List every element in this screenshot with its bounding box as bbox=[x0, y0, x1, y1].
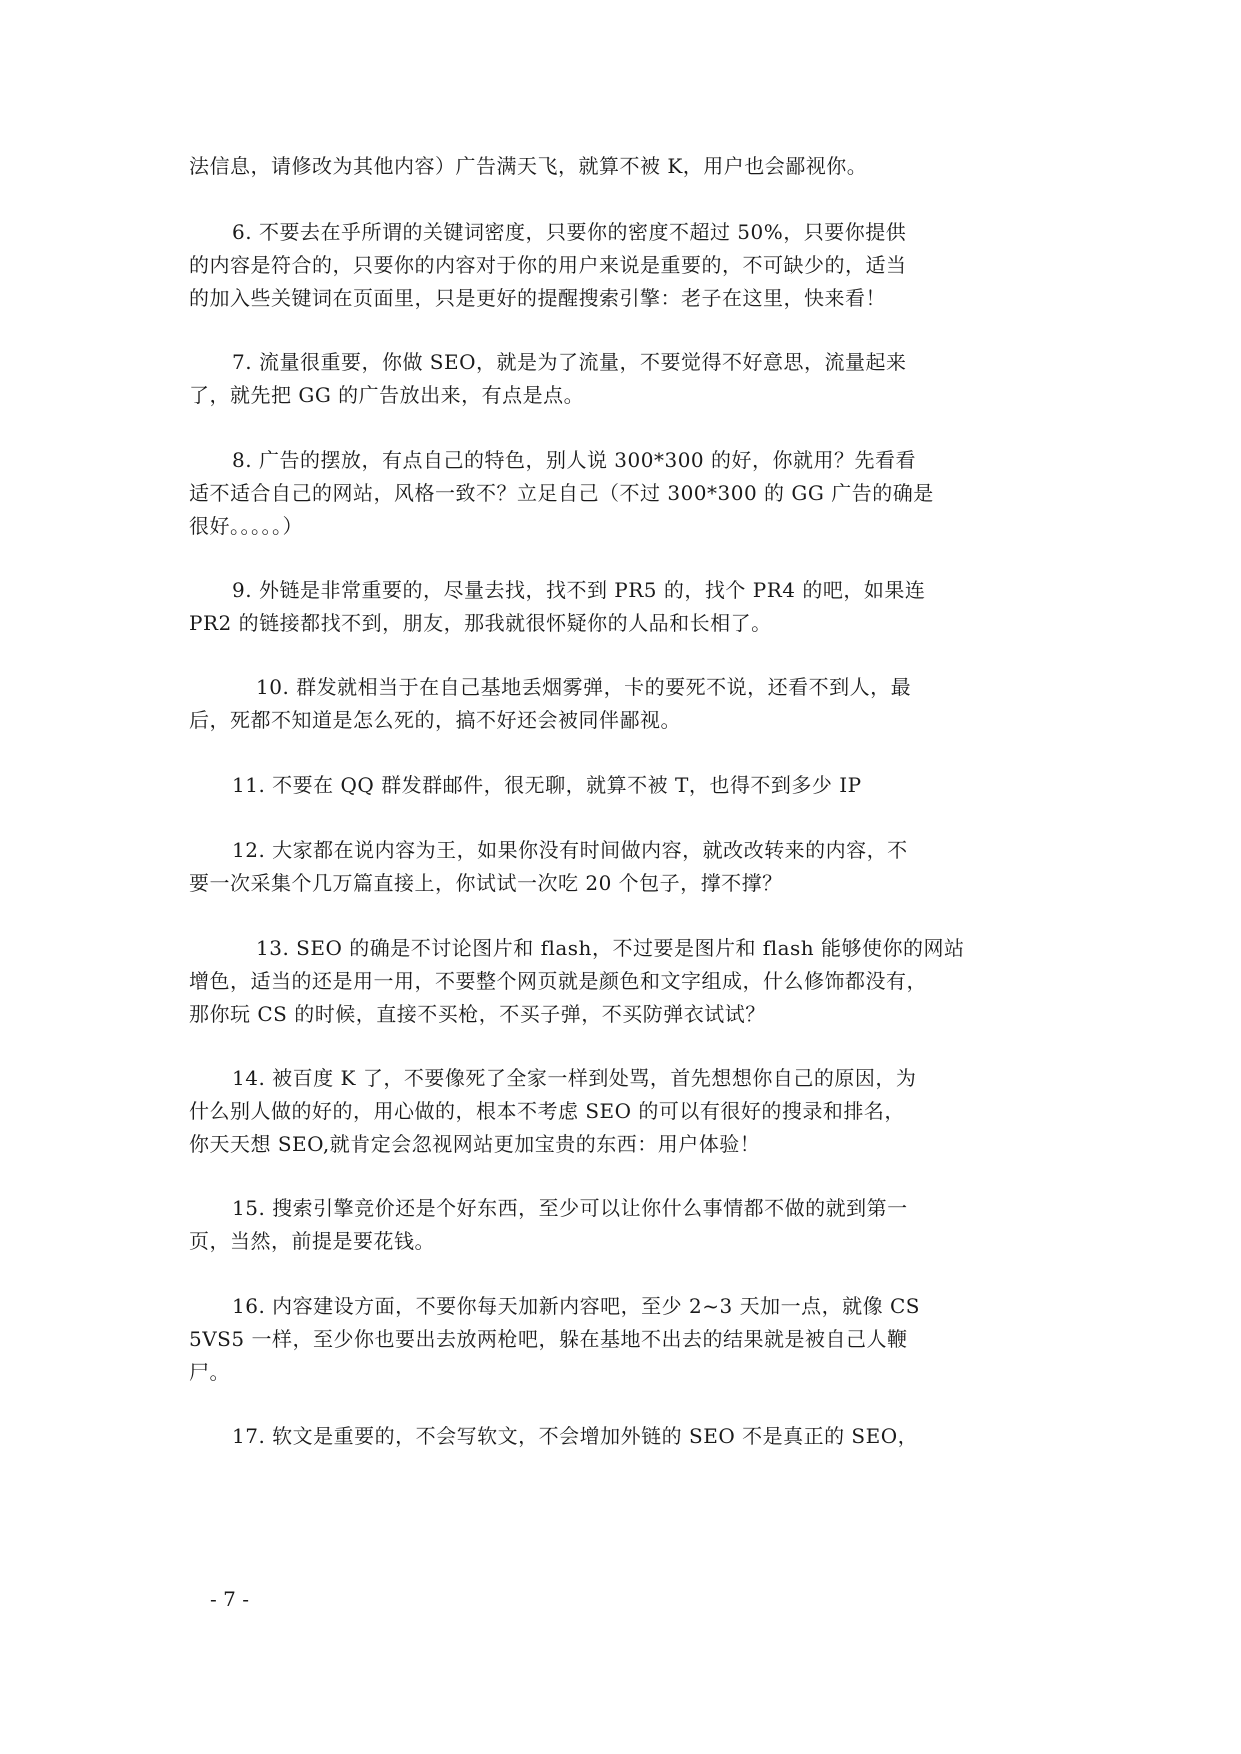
text-line: 后，死都不知道是怎么死的，搞不好还会被同伴鄙视。 bbox=[189, 708, 681, 732]
text-line: 9. 外链是非常重要的，尽量去找，找不到 PR5 的，找个 PR4 的吧，如果连 bbox=[232, 578, 926, 602]
text-line: 8. 广告的摆放，有点自己的特色，别人说 300*300 的好，你就用？先看看 bbox=[232, 448, 917, 472]
text-line: 你天天想 SEO,就肯定会忽视网站更加宝贵的东西：用户体验！ bbox=[189, 1132, 761, 1156]
text-line: 16. 内容建设方面，不要你每天加新内容吧，至少 2~3 天加一点，就像 CS bbox=[232, 1294, 920, 1318]
text-line: 了，就先把 GG 的广告放出来，有点是点。 bbox=[189, 383, 585, 407]
text-line: 适不适合自己的网站，风格一致不？立足自己（不过 300*300 的 GG 广告的确是 bbox=[189, 481, 934, 505]
text-line: 的内容是符合的，只要你的内容对于你的用户来说是重要的，不可缺少的，适当 bbox=[189, 253, 907, 277]
text-line: 14. 被百度 K 了，不要像死了全家一样到处骂，首先想想你自己的原因，为 bbox=[232, 1066, 917, 1090]
text-line: PR2 的链接都找不到，朋友，那我就很怀疑你的人品和长相了。 bbox=[189, 611, 772, 635]
text-line: 5VS5 一样，至少你也要出去放两枪吧，躲在基地不出去的结果就是被自己人鞭 bbox=[189, 1327, 908, 1351]
text-line: 那你玩 CS 的时候，直接不买枪，不买子弹，不买防弹衣试试？ bbox=[189, 1002, 766, 1026]
text-line: 17. 软文是重要的，不会写软文，不会增加外链的 SEO 不是真正的 SEO， bbox=[232, 1424, 919, 1448]
text-line: 尸。 bbox=[189, 1360, 230, 1384]
text-line: 页，当然，前提是要花钱。 bbox=[189, 1229, 435, 1253]
text-line: 的加入些关键词在页面里，只是更好的提醒搜索引擎：老子在这里，快来看！ bbox=[189, 286, 886, 310]
text-line: 要一次采集个几万篇直接上，你试试一次吃 20 个包子，撑不撑？ bbox=[189, 871, 783, 895]
text-line: 增色，适当的还是用一用，不要整个网页就是颜色和文字组成，什么修饰都没有， bbox=[189, 969, 927, 993]
text-line: 6. 不要去在乎所谓的关键词密度，只要你的密度不超过 50%，只要你提供 bbox=[232, 220, 907, 244]
text-line: 13. SEO 的确是不讨论图片和 flash，不过要是图片和 flash 能够使你的网站 bbox=[256, 936, 965, 960]
page-number: - 7 - bbox=[210, 1587, 249, 1611]
text-line: 10. 群发就相当于在自己基地丢烟雾弹，卡的要死不说，还看不到人，最 bbox=[256, 675, 912, 699]
text-line: 11. 不要在 QQ 群发群邮件，很无聊，就算不被 T，也得不到多少 IP bbox=[232, 773, 862, 797]
text-line: 12. 大家都在说内容为王，如果你没有时间做内容，就改改转来的内容，不 bbox=[232, 838, 908, 862]
text-line: 法信息，请修改为其他内容）广告满天飞，就算不被 K，用户也会鄙视你。 bbox=[189, 154, 868, 178]
text-line: 很好。。。。。） bbox=[189, 514, 303, 538]
text-line: 15. 搜索引擎竞价还是个好东西，至少可以让你什么事情都不做的就到第一 bbox=[232, 1196, 908, 1220]
text-line: 7. 流量很重要，你做 SEO，就是为了流量，不要觉得不好意思，流量起来 bbox=[232, 350, 907, 374]
text-line: 什么别人做的好的，用心做的，根本不考虑 SEO 的可以有很好的搜录和排名， bbox=[189, 1099, 905, 1123]
